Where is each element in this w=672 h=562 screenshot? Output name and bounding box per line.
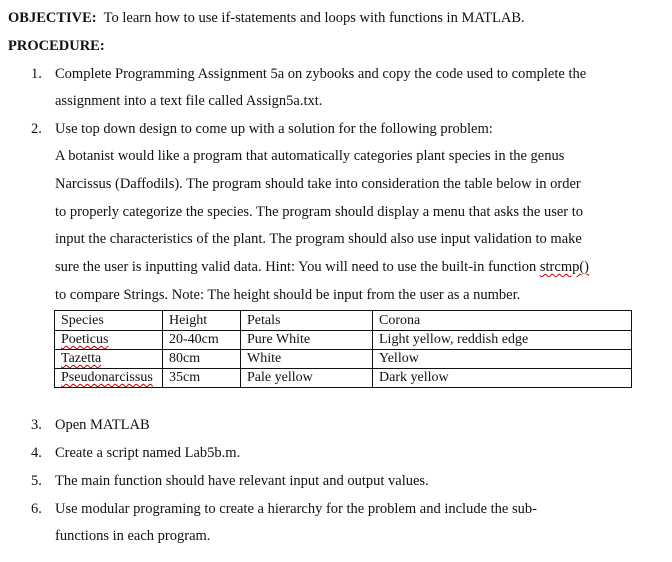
procedure-heading: PROCEDURE: <box>8 38 105 54</box>
species-name: Tazetta <box>61 351 102 366</box>
header-species: Species <box>55 311 163 331</box>
corona-cell: Light yellow, reddish edge <box>373 331 632 350</box>
step-5-number: 5. <box>31 473 42 489</box>
step-2-line-1: Use top down design to come up with a solution for the following problem: <box>55 121 493 137</box>
height-cell: 80cm <box>163 350 241 369</box>
step-3-number: 3. <box>31 417 42 433</box>
step-6-line-1: Use modular programing to create a hierarchy for the problem and include the sub- <box>55 501 537 517</box>
petals-cell: White <box>241 350 373 369</box>
header-petals: Petals <box>241 311 373 331</box>
table-row <box>55 369 632 388</box>
header-height: Height <box>163 311 241 331</box>
species-name: Pseudonarcissus <box>61 370 153 385</box>
plant-table <box>54 310 632 388</box>
step-2-line-3: Narcissus (Daffodils). The program should take into consideration the table below in order <box>55 176 581 192</box>
step-2-line-2: A botanist would like a program that automatically categories plant species in the genus <box>55 148 565 164</box>
corona-cell: Yellow <box>373 350 632 369</box>
objective-line <box>8 9 525 27</box>
species-name: Poeticus <box>61 332 109 347</box>
petals-cell: Pale yellow <box>241 369 373 388</box>
header-corona: Corona <box>373 311 632 331</box>
step-5-line-1: The main function should have relevant input and output values. <box>55 473 429 489</box>
table-row <box>55 331 632 350</box>
step-6-line-2: functions in each program. <box>55 528 211 544</box>
step-2-line-4: to properly categorize the species. The program should display a menu that asks the user to <box>55 204 584 220</box>
step-4-number: 4. <box>31 445 42 461</box>
step-2-line-6-text: sure the user is inputting valid data. Hint: You will need to use the built-in function <box>55 259 540 275</box>
step-2-line-6 <box>55 258 589 276</box>
step-1-number: 1. <box>31 66 42 82</box>
step-6-number: 6. <box>31 501 42 517</box>
step-1-line-1: Complete Programming Assignment 5a on zybooks and copy the code used to complete the <box>55 66 587 82</box>
height-cell: 20-40cm <box>163 331 241 350</box>
step-2-line-5: input the characteristics of the plant. The program should also use input validation to make <box>55 231 582 247</box>
height-cell: 35cm <box>163 369 241 388</box>
objective-text: To learn how to use if-statements and loops with functions in MATLAB. <box>103 10 525 26</box>
strcmp-function-name: strcmp() <box>539 259 590 275</box>
step-3-line-1: Open MATLAB <box>55 417 150 433</box>
corona-cell: Dark yellow <box>373 369 632 388</box>
step-4-line-1: Create a script named Lab5b.m. <box>55 445 241 461</box>
objective-label: OBJECTIVE: <box>8 10 97 26</box>
step-1-line-2: assignment into a text file called Assign5a.txt. <box>55 93 323 109</box>
table-header-row <box>55 311 632 331</box>
step-2-number: 2. <box>31 121 42 137</box>
step-2-line-7: to compare Strings. Note: The height should be input from the user as a number. <box>55 287 521 303</box>
table-row <box>55 350 632 369</box>
petals-cell: Pure White <box>241 331 373 350</box>
